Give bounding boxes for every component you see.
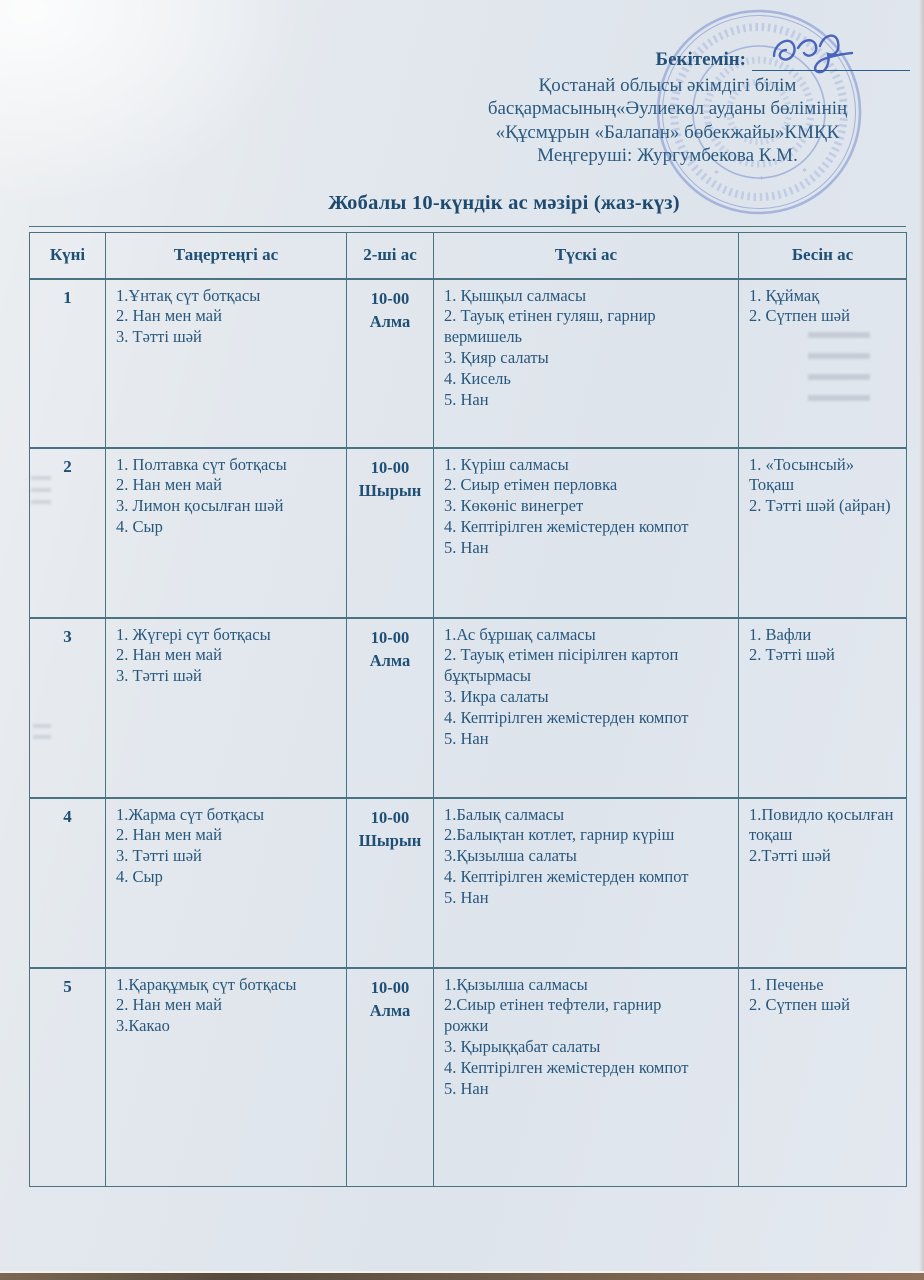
meal-item: Алма [369,1000,411,1020]
approve-label: Бекітемін: [655,49,746,70]
meal-item: 10-00 [370,627,410,647]
table-top-rule [29,226,906,227]
meal-item: 3.Какао [116,1016,170,1036]
handwritten-signature [760,26,870,78]
breakfast-cell [106,448,347,618]
meal-item: 10-00 [370,977,410,997]
meal-item: 2.Балықтан котлет, гарнир күріш [444,825,675,845]
meal-item: 2. Нан мен май [116,475,222,495]
meal-item: 2. Нан мен май [116,306,222,326]
header-day: Күні [30,233,106,279]
meal-item: 3.Қызылша салаты [444,846,577,866]
meal-item: 2. Сүтпен шәй [749,995,850,1015]
table-row [30,798,907,968]
bleed-through-artifact [33,724,51,744]
org-line: Қостанай облысы әкімдігі білім [538,75,797,97]
lunch-cell [434,448,739,618]
header-lunch: Түскі ас [434,233,739,279]
table-header-row [30,233,907,279]
meal-item: 1. Печенье [749,974,824,994]
snack-cell [739,968,907,1187]
lunch-cell [434,279,739,448]
meal-item: 5. Нан [444,538,489,558]
meal-item: 1. Жүгері сүт ботқасы [116,624,271,644]
meal-item: 2.Тәтті шәй [749,846,831,866]
second-meal-cell [347,279,434,448]
meal-item: 5. Нан [444,729,489,749]
meal-item: 2. Тәтті шәй [749,645,835,665]
meal-item: 1.Повидло қосылған тоқаш [749,804,894,845]
meal-item: 4. Кисель [444,369,511,389]
breakfast-cell [106,618,347,798]
meal-item: 2. Сүтпен шәй [749,306,850,326]
meal-item: Алма [369,650,411,670]
meal-item: 4. Сыр [116,867,163,887]
meal-item: 2. Нан мен май [116,825,222,845]
lunch-cell [434,798,739,968]
meal-item: 1.Ас бұршақ салмасы [444,624,596,644]
meal-item: Шырын [358,830,422,850]
meal-item: 3. Лимон қосылған шәй [116,496,284,516]
meal-item: 2. Тәтті шәй (айран) [749,496,891,516]
meal-item: 2. Нан мен май [116,645,222,665]
meal-item: 2. Тауық етімен пісірілген картоп бұқтырмасы [444,645,679,686]
snack-cell [739,448,907,618]
meal-item: 2.Сиыр етінен тефтели, гарнир рожки [444,995,662,1036]
meal-item: 1.Қызылша салмасы [444,974,588,994]
day-number: 4 [30,798,106,968]
meal-item: 5. Нан [444,1079,489,1099]
breakfast-cell [106,279,347,448]
meal-item: 3. Қияр салаты [444,348,549,368]
svg-text:*: * [802,167,807,178]
table-row [30,279,907,448]
org-line: басқармасының«Әулиекөл ауданы бөлімінің [487,98,848,120]
meal-item: 5. Нан [444,390,489,410]
second-meal-cell [347,618,434,798]
second-meal-cell [347,968,434,1187]
meal-item: 4. Кептірілген жемістерден компот [444,708,689,728]
second-meal-cell [347,798,434,968]
document-title: Жобалы 10-күндік ас мәзірі (жаз-күз) [328,192,680,214]
meal-item: 1. Күріш салмасы [444,454,569,474]
meal-item: 1.Жарма сүт ботқасы [116,804,265,824]
meal-item: 1. Құймақ [749,285,820,305]
snack-cell [739,618,907,798]
meal-item: 1.Ұнтақ сүт ботқасы [116,285,261,305]
day-number: 3 [30,618,106,798]
approval-header [415,48,920,167]
meal-item: 1. «Тосынсый» Тоқаш [749,454,854,495]
header-second-meal: 2-ші ас [347,233,434,279]
meal-item: 4. Кептірілген жемістерден компот [444,517,689,537]
org-line: Меңгеруші: Жургумбекова К.М. [537,144,798,166]
second-meal-cell [347,448,434,618]
meal-item: Шырын [358,480,422,500]
meal-item: 1. Қышқыл салмасы [444,285,587,305]
bleed-through-artifact [808,332,870,414]
table-row [30,448,907,618]
table-row [30,968,907,1187]
bleed-through-artifact [31,476,51,506]
lunch-cell [434,618,739,798]
meal-item: 10-00 [370,457,410,477]
meal-item: 3. Көкөніс винегрет [444,496,584,516]
desk-edge [0,1273,924,1280]
snack-cell [739,798,907,968]
menu-table [29,232,907,1187]
meal-item: 3. Тәтті шәй [116,846,202,866]
meal-item: 3. Икра салаты [444,687,549,707]
meal-item: 3. Тәтті шәй [116,327,202,347]
breakfast-cell [106,968,347,1187]
svg-text:*: * [759,175,764,186]
meal-item: 4. Сыр [116,517,163,537]
page-edge-shadow [919,0,924,1273]
meal-item: 1.Қарақұмық сүт ботқасы [116,974,297,994]
lunch-cell [434,968,739,1187]
meal-item: 3. Қырыққабат салаты [444,1037,601,1057]
meal-item: 2. Нан мен май [116,995,222,1015]
meal-item: 1. Полтавка сүт ботқасы [116,454,287,474]
meal-item: 5. Нан [444,888,489,908]
meal-item: 4. Кептірілген жемістерден компот [444,1058,689,1078]
header-breakfast: Таңертеңгі ас [106,233,347,279]
day-number: 2 [30,448,106,618]
table-row [30,618,907,798]
day-number: 1 [30,279,106,448]
menu-table-body [30,279,907,1187]
breakfast-cell [106,798,347,968]
meal-item: 2. Тауық етінен гуляш, гарнир вермишель [444,306,656,347]
meal-item: 3. Тәтті шәй [116,666,202,686]
meal-item: 10-00 [370,807,410,827]
day-number: 5 [30,968,106,1187]
meal-item: 10-00 [370,288,410,308]
meal-item: 2. Сиыр етімен перловка [444,475,618,495]
org-line: «Құсмұрын «Балапан» бөбекжайы»КМҚК [495,121,840,143]
meal-item: 1.Балық салмасы [444,804,565,824]
meal-item: 4. Кептірілген жемістерден компот [444,867,689,887]
meal-item: 1. Вафли [749,624,812,644]
svg-text:*: * [714,169,719,180]
header-afternoon-snack: Бесін ас [739,233,907,279]
meal-item: Алма [369,311,411,331]
signature-line [752,49,910,71]
